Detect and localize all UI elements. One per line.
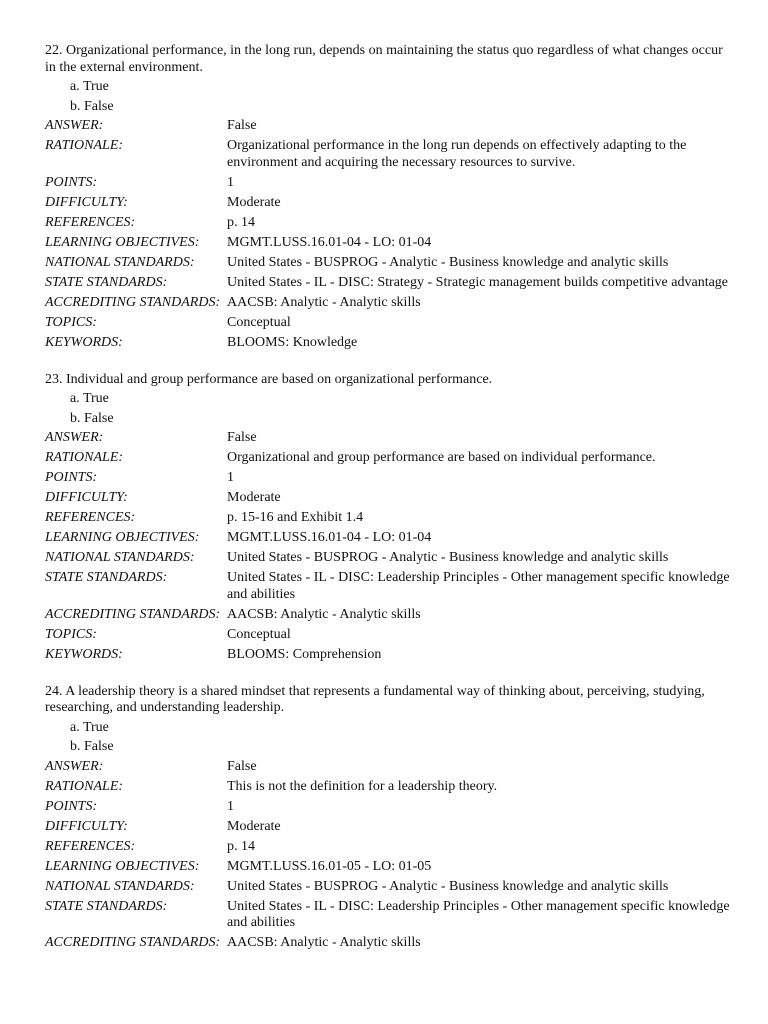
learning-objectives-value: MGMT.LUSS.16.01-05 - LO: 01-05: [227, 858, 432, 874]
option-true: a. True: [70, 79, 109, 94]
references-row: [45, 213, 735, 233]
answer-value: False: [227, 430, 257, 445]
rationale-label: RATIONALE:: [45, 450, 124, 465]
question-text: 23. Individual and group performance are based on organizational performance.: [45, 371, 493, 387]
rationale-label: RATIONALE:: [45, 138, 124, 153]
answer-row: [45, 116, 735, 136]
national-standards-value: United States - BUSPROG - Analytic - Business knowledge and analytic skills: [227, 878, 669, 894]
points-label: POINTS:: [45, 470, 98, 485]
references-value: p. 15-16 and Exhibit 1.4: [227, 510, 364, 525]
national-standards-label: NATIONAL STANDARDS:: [45, 254, 195, 270]
accrediting-standards-label: ACCREDITING STANDARDS:: [45, 606, 221, 622]
references-value: p. 14: [227, 214, 255, 230]
difficulty-row: [45, 488, 735, 508]
state-standards-row: [45, 568, 735, 605]
accrediting-standards-row: [45, 605, 735, 625]
rationale-row: [45, 448, 735, 468]
question-text: 22. Organizational performance, in the long run, depends on maintaining the status quo regardless of what changes occur in the external environment.: [45, 43, 723, 75]
keywords-value: BLOOMS: Knowledge: [227, 334, 358, 350]
national-standards-label: NATIONAL STANDARDS:: [45, 878, 195, 894]
references-row: [45, 508, 735, 528]
keywords-row: [45, 645, 735, 665]
accrediting-standards-row: [45, 293, 735, 313]
learning-objectives-label: LEARNING OBJECTIVES:: [45, 530, 200, 545]
difficulty-value: Moderate: [227, 194, 281, 210]
points-value: 1: [227, 798, 234, 814]
rationale-value: Organizational and group performance are based on individual performance.: [227, 450, 656, 465]
accrediting-standards-value: AACSB: Analytic - Analytic skills: [227, 935, 421, 950]
rationale-label: RATIONALE:: [45, 778, 124, 794]
references-label: REFERENCES:: [45, 214, 136, 230]
national-standards-row: [45, 253, 735, 273]
references-label: REFERENCES:: [45, 510, 136, 525]
points-label: POINTS:: [45, 798, 98, 814]
difficulty-value: Moderate: [227, 818, 281, 834]
option-false: b. False: [70, 410, 114, 426]
keywords-label: KEYWORDS:: [45, 334, 123, 350]
learning-objectives-label: LEARNING OBJECTIVES:: [45, 234, 200, 250]
points-label: POINTS:: [45, 174, 98, 190]
references-label: REFERENCES:: [45, 838, 136, 854]
question-22: [45, 43, 735, 353]
answer-value: False: [227, 118, 257, 133]
state-standards-value: United States - IL - DISC: Strategy - Strategic management builds competitive advantage: [227, 274, 729, 290]
option-false: b. False: [70, 739, 114, 754]
rationale-value: Organizational performance in the long run depends on effectively adapting to the environment and acquiring the necessary resources to survive.: [227, 138, 687, 170]
state-standards-label: STATE STANDARDS:: [45, 570, 168, 585]
difficulty-label: DIFFICULTY:: [45, 490, 128, 505]
learning-objectives-label: LEARNING OBJECTIVES:: [45, 858, 200, 874]
state-standards-row: [45, 273, 735, 293]
accrediting-standards-row: [45, 933, 735, 953]
difficulty-label: DIFFICULTY:: [45, 818, 128, 834]
national-standards-label: NATIONAL STANDARDS:: [45, 550, 195, 565]
learning-objectives-row: [45, 528, 735, 548]
difficulty-value: Moderate: [227, 490, 281, 505]
learning-objectives-value: MGMT.LUSS.16.01-04 - LO: 01-04: [227, 234, 432, 250]
points-value: 1: [227, 174, 234, 190]
rationale-value: This is not the definition for a leadership theory.: [227, 778, 498, 794]
points-row: [45, 797, 735, 817]
rationale-row: [45, 777, 735, 797]
learning-objectives-row: [45, 857, 735, 877]
rationale-row: [45, 136, 735, 173]
state-standards-value: United States - IL - DISC: Leadership Principles - Other management specific knowledge and abilities: [227, 570, 730, 602]
answer-value: False: [227, 758, 257, 774]
topics-label: TOPICS:: [45, 626, 97, 642]
answer-row: [45, 428, 735, 448]
national-standards-row: [45, 548, 735, 568]
keywords-label: KEYWORDS:: [45, 646, 123, 662]
national-standards-row: [45, 877, 735, 897]
topics-row: [45, 625, 735, 645]
question-23: [45, 372, 735, 665]
learning-objectives-row: [45, 233, 735, 253]
topics-row: [45, 313, 735, 333]
document-page: [45, 43, 735, 972]
option-true: a. True: [70, 719, 109, 735]
learning-objectives-value: MGMT.LUSS.16.01-04 - LO: 01-04: [227, 530, 432, 545]
accrediting-standards-value: AACSB: Analytic - Analytic skills: [227, 294, 421, 310]
accrediting-standards-label: ACCREDITING STANDARDS:: [45, 294, 221, 310]
option-false: b. False: [70, 98, 114, 114]
question-text: 24. A leadership theory is a shared mindset that represents a fundamental way of thinking about, perceiving, studying, researching, and understanding leadership.: [45, 683, 705, 715]
state-standards-label: STATE STANDARDS:: [45, 274, 168, 290]
state-standards-row: [45, 897, 735, 934]
question-metadata: [45, 757, 735, 954]
question-metadata: [45, 116, 735, 353]
option-true: a. True: [70, 391, 109, 406]
national-standards-value: United States - BUSPROG - Analytic - Business knowledge and analytic skills: [227, 550, 669, 565]
difficulty-row: [45, 193, 735, 213]
difficulty-label: DIFFICULTY:: [45, 194, 128, 210]
difficulty-row: [45, 817, 735, 837]
question-metadata: [45, 428, 735, 665]
topics-value: Conceptual: [227, 626, 291, 642]
topics-value: Conceptual: [227, 314, 291, 330]
keywords-value: BLOOMS: Comprehension: [227, 646, 382, 662]
answer-label: ANSWER:: [45, 430, 104, 445]
answer-row: [45, 757, 735, 777]
references-value: p. 14: [227, 838, 255, 854]
answer-label: ANSWER:: [45, 118, 104, 133]
points-row: [45, 173, 735, 193]
references-row: [45, 837, 735, 857]
answer-label: ANSWER:: [45, 758, 104, 774]
topics-label: TOPICS:: [45, 314, 97, 330]
national-standards-value: United States - BUSPROG - Analytic - Business knowledge and analytic skills: [227, 254, 669, 270]
keywords-row: [45, 333, 735, 353]
state-standards-value: United States - IL - DISC: Leadership Principles - Other management specific knowledge and abilities: [227, 898, 730, 930]
question-24: [45, 684, 735, 954]
state-standards-label: STATE STANDARDS:: [45, 898, 168, 914]
accrediting-standards-value: AACSB: Analytic - Analytic skills: [227, 606, 421, 622]
points-value: 1: [227, 470, 234, 485]
points-row: [45, 468, 735, 488]
accrediting-standards-label: ACCREDITING STANDARDS:: [45, 935, 221, 950]
